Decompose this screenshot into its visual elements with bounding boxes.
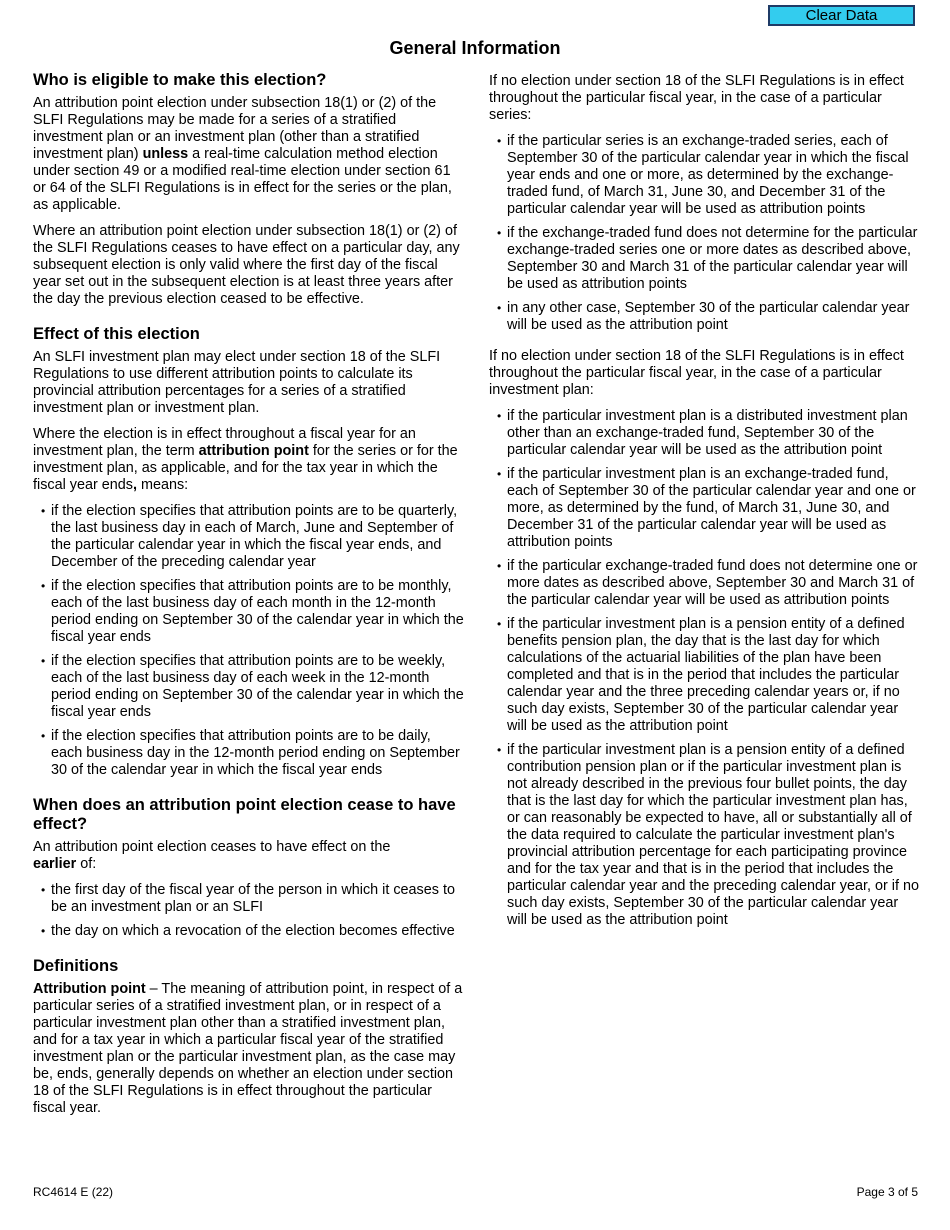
definitions-heading: Definitions bbox=[33, 957, 119, 975]
list-item: • the day on which a revocation of the election becomes effective bbox=[33, 923, 465, 940]
list-item: • if the election specifies that attribution points are to be daily, each business day in the 12-month period ending on September 30 of the calendar year in which the fiscal year ends bbox=[33, 728, 465, 779]
list-item: • if the particular series is an exchange-traded series, each of September 30 of the particular calendar year in which the fiscal year ends and one or more, as determined by the exchange-traded fund, of March 31, June 30, and December 31 of the particular calendar year will be used as attribution points bbox=[489, 133, 921, 218]
series-intro: If no election under section 18 of the SLFI Regulations is in effect throughout the particular fiscal year, in the case of a particular series: bbox=[489, 73, 904, 123]
list-item: • if the election specifies that attribution points are to be weekly, each of the last business day of each week in the 12-month period ending on September 30 of the calendar year in which the fiscal year ends bbox=[33, 653, 465, 721]
list-item: • if the particular investment plan is a pension entity of a defined contribution pension plan or if the particular investment plan is not already described in the previous four bullet points, the day that is the last day for which the particular investment plan has, or can reasonably be expected to have, all or substantially all of the data required to calculate the particular investment plan's provincial attribution percentage for each participating province and for the tax year and that is in the period that includes the particular calendar year and the preceding calendar year, or if no such day exists, September 30 of the particular calendar year will be used as the attribution point bbox=[489, 742, 921, 929]
plan-intro: If no election under section 18 of the SLFI Regulations is in effect throughout the particular fiscal year, in the case of a particular investment plan: bbox=[489, 348, 904, 398]
effect-paragraph-2: Where the election is in effect throughout a fiscal year for an investment plan, the term attribution point for the series or for the investment plan, as applicable, and for the tax year in which the fiscal year ends, means: bbox=[33, 426, 458, 493]
page-number: Page 3 of 5 bbox=[856, 1185, 918, 1199]
list-item: • if the election specifies that attribution points are to be monthly, each of the last business day of each month in the 12-month period ending on September 30 of the calendar year in which the fiscal year ends bbox=[33, 578, 465, 646]
plan-bullet-list bbox=[489, 408, 921, 929]
page-title: General Information bbox=[389, 38, 561, 58]
cease-bullet-list bbox=[33, 882, 465, 940]
clear-data-button[interactable]: Clear Data bbox=[768, 5, 915, 26]
eligible-paragraph-2: Where an attribution point election under subsection 18(1) or (2) of the SLFI Regulations ceases to have effect on a particular day, any subsequent election is only valid where the first day of the fiscal year set out in the subsequent election is at least three years after the day the previous election ceased to be effective. bbox=[33, 223, 460, 307]
eligible-paragraph-1: An attribution point election under subsection 18(1) or (2) of the SLFI Regulations may be made for a series of a stratified investment plan or an investment plan (other than a stratified investment plan) unless a real-time calculation method election under section 49 or a modified real-time election under section 61 or 64 of the SLFI Regulations is in effect for the series or the plan, as applicable. bbox=[33, 95, 452, 213]
eligible-heading: Who is eligible to make this election? bbox=[33, 71, 327, 89]
right-column bbox=[489, 73, 921, 938]
cease-heading: When does an attribution point election cease to have effect? bbox=[33, 796, 456, 833]
list-item: • if the particular investment plan is a distributed investment plan other than an exchange-traded fund, September 30 of the particular calendar year will be used as the attribution point bbox=[489, 408, 921, 459]
list-item: • if the exchange-traded fund does not determine for the particular exchange-traded series one or more dates as described above, September 30 and March 31 of the particular calendar year will be used as attribution points bbox=[489, 225, 921, 293]
list-item: • if the particular investment plan is an exchange-traded fund, each of September 30 of the particular calendar year and one or more, as determined by the fund, of March 31, June 30, and December 31 of the particular calendar year will be used as attribution points bbox=[489, 466, 921, 551]
list-item: • if the particular exchange-traded fund does not determine one or more dates as described above, September 30 and March 31 of the particular calendar year will be used as attribution points bbox=[489, 558, 921, 609]
list-item: • in any other case, September 30 of the particular calendar year will be used as the attribution point bbox=[489, 300, 921, 334]
list-item: • if the particular investment plan is a pension entity of a defined benefits pension plan, the day that is the last day for which calculations of the actuarial liabilities of the plan have been completed and that is in the period that includes the particular calendar year and the three preceding calendar years or, if no such day exists, September 30 of the particular calendar year will be used as the attribution point bbox=[489, 616, 921, 735]
effect-bullet-list bbox=[33, 503, 465, 779]
cease-intro: An attribution point election ceases to have effect on the earlier of: bbox=[33, 839, 391, 872]
list-item: • if the election specifies that attribution points are to be quarterly, the last business day in each of March, June and September of the particular calendar year in which the fiscal year ends, and December of the preceding calendar year bbox=[33, 503, 465, 571]
effect-heading: Effect of this election bbox=[33, 325, 200, 343]
left-column bbox=[33, 71, 465, 1126]
effect-paragraph-1: An SLFI investment plan may elect under section 18 of the SLFI Regulations to use different attribution points to calculate its provincial attribution percentages for a series of a stratified investment plan or investment plan. bbox=[33, 349, 441, 416]
form-code: RC4614 E (22) bbox=[33, 1185, 114, 1199]
definition-attribution-point: Attribution point – The meaning of attribution point, in respect of a particular series of a stratified investment plan, or in respect of a particular investment plan other than a stratified investment plan, and for a tax year in which a particular fiscal year of the stratified investment plan or the particular investment plan, as the case may be, ends, generally depends on whether an election under section 18 of the SLFI Regulations is in effect throughout the particular fiscal year. bbox=[33, 981, 463, 1116]
list-item: • the first day of the fiscal year of the person in which it ceases to be an investment plan or an SLFI bbox=[33, 882, 465, 916]
series-bullet-list bbox=[489, 133, 921, 334]
